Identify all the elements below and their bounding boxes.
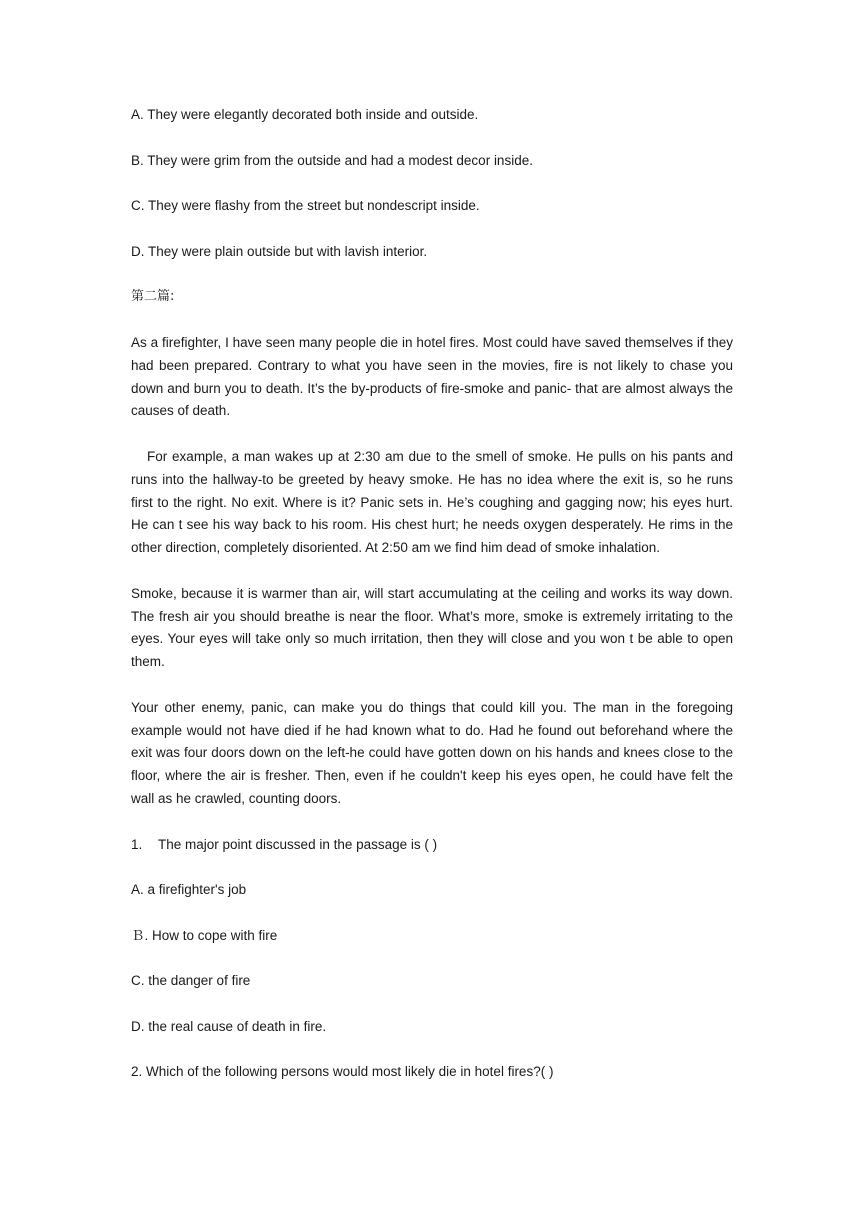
prev-option-b: B. They were grim from the outside and had a modest decor inside. — [131, 152, 533, 168]
prev-option-d: D. They were plain outside but with lavish interior. — [131, 243, 428, 259]
question-1-option-b: Ｂ. How to cope with fire — [131, 927, 278, 943]
passage-paragraph-3: Smoke, because it is warmer than air, will start accumulating at the ceiling and works its way down. The fresh air you should breathe is near the floor. What’s more, smoke is extremely irritating to the eyes. Your eyes will take only so much irritation, then they will close and you won t be able to open them. — [131, 585, 733, 670]
prev-option-a: A. They were elegantly decorated both inside and outside. — [131, 107, 479, 122]
question-1-option-d: D. the real cause of death in fire. — [131, 1018, 327, 1034]
passage-paragraph-2: For example, a man wakes up at 2:30 am due to the smell of smoke. He pulls on his pants and runs into the hallway-to be greeted by heavy smoke. He has no idea where the exit is, so he runs first to the right. No exit. Where is it? Panic sets in. He’s coughing and gagging now; his eyes hurt. He can t see his way back to his room. His chest hurt; he needs oxygen desperately. He rims in the other direction, completely disoriented. At 2:50 am we find him dead of smoke inhalation. — [131, 448, 733, 556]
question-1 — [131, 834, 733, 857]
prev-option-c: C. They were flashy from the street but nondescript inside. — [131, 198, 480, 214]
passage-paragraph-4: Your other enemy, panic, can make you do things that could kill you. The man in the foregoing example would not have died if he had known what to do. Had he found out beforehand where the exit was four doors down on the left-he could have gotten down on his hands and knees close to the floor, where the air is fresher. Then, even if he couldn't keep his eyes open, he could have felt the wall as he crawled, counting doors. — [131, 699, 733, 806]
question-1-option-a: A. a firefighter's job — [131, 882, 247, 898]
document-page — [131, 104, 733, 1107]
question-1-number: 1. — [131, 836, 143, 852]
section-heading: 第二篇: — [131, 289, 175, 305]
question-1-option-c: C. the danger of fire — [131, 973, 251, 989]
passage-paragraph-1: As a firefighter, I have seen many people die in hotel fires. Most could have saved themselves if they had been prepared. Contrary to what you have seen in the movies, fire is not likely to chase you down and burn you to death. It’s the by-products of fire-smoke and panic- that are almost always the causes of death. — [131, 334, 733, 419]
question-2: 2. Which of the following persons would most likely die in hotel fires?( ) — [131, 1064, 554, 1080]
question-1-text: The major point discussed in the passage is ( ) — [158, 836, 438, 852]
